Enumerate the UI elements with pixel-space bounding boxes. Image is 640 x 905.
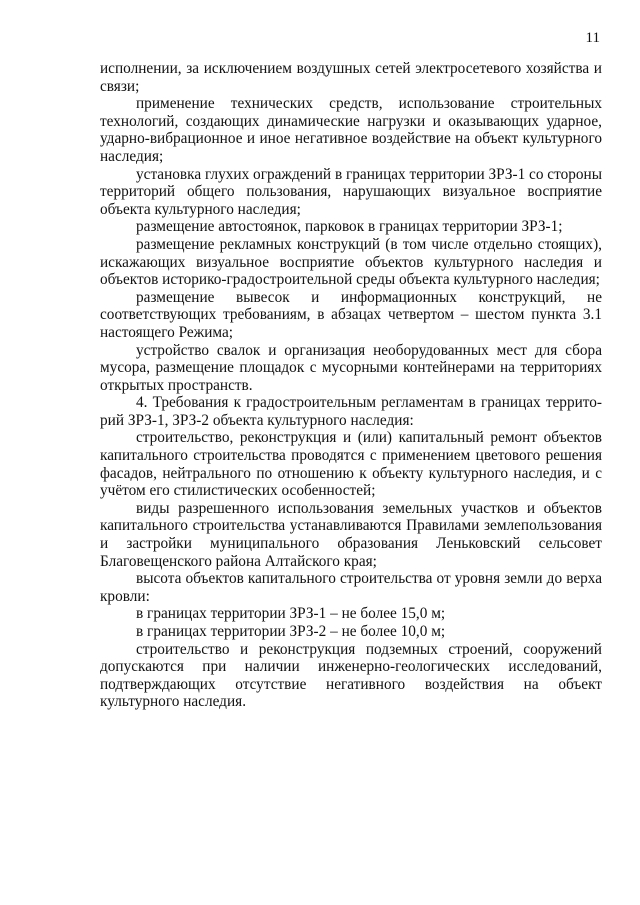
document-body [100,60,602,711]
paragraph-zrz2-height: в границах территории ЗРЗ-2 – не более 10,0 м; [136,623,446,640]
paragraph-construction-colors: строительство, реконструкция и (или) капитальный ремонт объектов капитального строительства проводятся с применением цветового решения фасадов, нейтрального по отношению к объекту культурного наследия, и с учётом его стилистических особенностей; [100,429,602,500]
paragraph-advertising: размещение рекламных конструкций (в том числе отдельно стоящих), искажающих визуальное восприятие объектов культурного наследия и объектов историко-градостроительной среды объекта культурного наследия; [100,235,602,289]
paragraph-zrz1-height: в границах территории ЗРЗ-1 – не более 15,0 м; [136,605,446,623]
paragraph-dumps: устройство свалок и организация необорудованных мест для сбора мусора, размещение площадок с мусорными контейнерами на территориях открытых пространств. [100,341,602,394]
paragraph-technical-means: применение технических средств, использование строительных технологий, создающих динамические нагрузки и оказывающих ударное, ударно-вибрационное и иное негативное воздействие на объект культурного наследия; [100,95,602,165]
paragraph-section-4: 4. Требования к градостроительным регламентам в границах террито-рий ЗРЗ-1, ЗРЗ-2 объекта культурного наследия: [100,394,602,429]
paragraph-height-limits: высота объектов капитального строительства от уровня земли до верха кровли: [100,570,602,605]
page-number: 11 [585,30,600,46]
paragraph-continuation: исполнении, за исключением воздушных сетей электросетевого хозяйства и связи; [100,60,602,95]
paragraph-fences: установка глухих ограждений в границах территории ЗРЗ-1 со стороны территорий общего пользования, нарушающих визуальное восприятие объекта культурного наследия; [100,165,602,218]
paragraph-underground: строительство и реконструкция подземных строений, сооружений допускаются при наличии инженерно-геологических исследований, подтверждающих отсутствие негативного воздействия на объект культурного наследия. [100,640,602,711]
paragraph-parking: размещение автостоянок, парковок в границах территории ЗРЗ-1; [136,218,563,236]
paragraph-land-use: виды разрешенного использования земельных участков и объектов капитального строительства устанавливаются Правилами землепользования и застройки муниципального образования Леньковский сельсовет Благовещенского района Алтайского края; [100,499,602,570]
paragraph-signs: размещение вывесок и информационных конструкций, не соответствующих требованиям, в абзацах четвертом – шестом пункта 3.1 настоящего Режима; [100,288,602,341]
